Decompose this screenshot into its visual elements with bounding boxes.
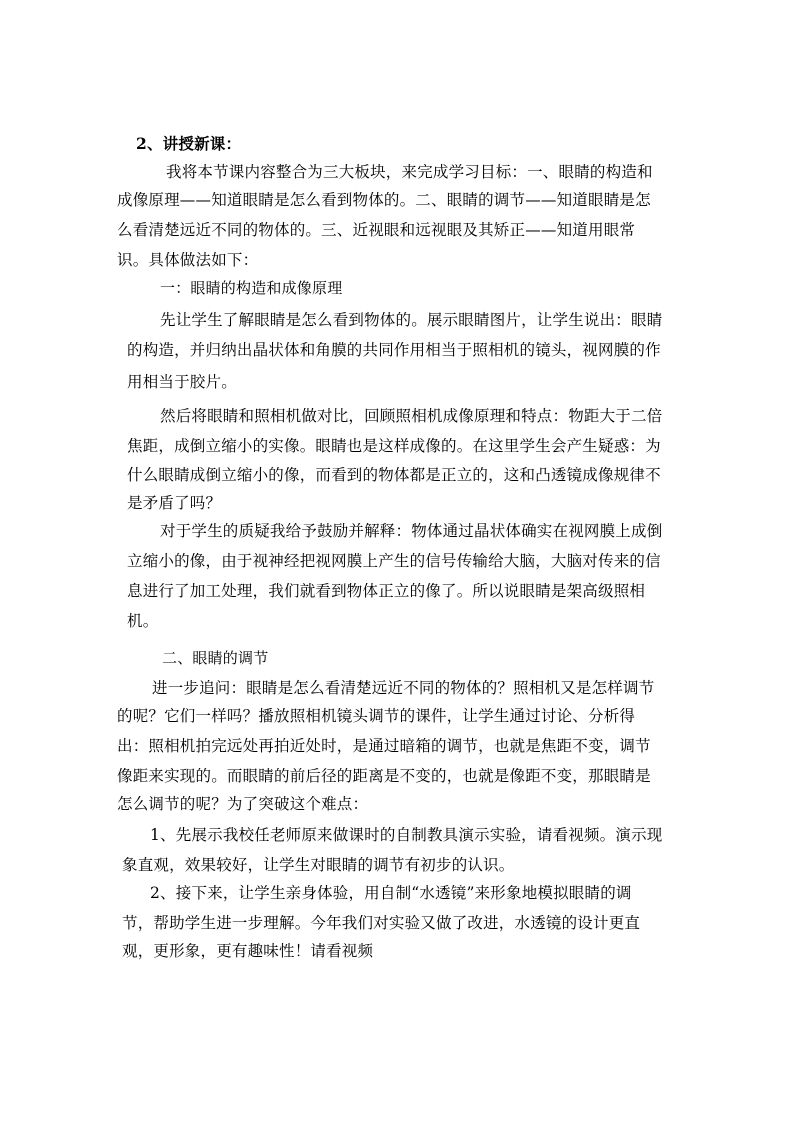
part1-p2-line-1: 然后将眼睛和照相机做对比，回顾照相机成像原理和特点：物距大于二倍 <box>160 407 663 425</box>
part2-p2-line-2: 象直观，效果较好，让学生对眼睛的调节有初步的认识。 <box>122 856 515 874</box>
part2-p1-line-4: 像距来实现的。而眼睛的前后径的距离是不变的，也就是像距不变，那眼睛是 <box>117 767 651 785</box>
intro-line-1: 我将本节课内容整合为三大板块，来完成学习目标：一、眼睛的构造和 <box>166 163 653 181</box>
part1-p2-line-2: 焦距，成倒立缩小的实像。眼睛也是这样成像的。在这里学生会产生疑惑：为 <box>127 437 661 455</box>
intro-line-3: 么看清楚远近不同的物体的。三、近视眼和远视眼及其矫正——知道用眼常 <box>117 221 636 239</box>
part2-p2-line-1: 1、先展示我校任老师原来做课时的自制教具演示实验，请看视频。演示现 <box>150 826 663 844</box>
part1-p1-line-1: 先让学生了解眼睛是怎么看到物体的。展示眼睛图片，让学生说出：眼睛 <box>160 311 663 329</box>
part2-heading: 二、眼睛的调节 <box>162 649 269 667</box>
part1-p1-line-3: 用相当于胶片。 <box>127 373 237 391</box>
intro-line-4: 识。具体做法如下： <box>117 251 259 269</box>
part2-p3-line-2: 节，帮助学生进一步理解。今年我们对实验又做了改进，水透镜的设计更直 <box>122 914 641 932</box>
part1-p3-line-2: 立缩小的像，由于视神经把视网膜上产生的信号传输给大脑，大脑对传来的信 <box>127 552 661 570</box>
part2-p1-line-3: 出：照相机拍完远处再拍近处时，是通过暗箱的调节，也就是焦距不变，调节 <box>117 737 651 755</box>
intro-line-2: 成像原理——知道眼睛是怎么看到物体的。二、眼睛的调节——知道眼睛是怎 <box>117 191 651 209</box>
part1-p3-line-4: 机。 <box>127 612 159 630</box>
part1-p3-line-1: 对于学生的质疑我给予鼓励并解释：物体通过晶状体确实在视网膜上成倒 <box>160 522 663 540</box>
part2-p3-line-3: 观，更形象，更有趣味性！请看视频 <box>122 942 374 960</box>
part1-heading: 一：眼睛的构造和成像原理 <box>160 279 343 297</box>
section-title: 2、讲授新课： <box>136 134 242 153</box>
part1-p2-line-3: 什么眼睛成倒立缩小的像，而看到的物体都是正立的，这和凸透镜成像规律不 <box>127 466 661 484</box>
part2-p1-line-2: 的呢？它们一样吗？播放照相机镜头调节的课件，让学生通过讨论、分析得 <box>117 707 636 725</box>
part2-p1-line-1: 进一步追问：眼睛是怎么看清楚远近不同的物体的？照相机又是怎样调节 <box>152 679 655 697</box>
part1-p1-line-2: 的构造，并归纳出晶状体和角膜的共同作用相当于照相机的镜头，视网膜的作 <box>127 341 661 359</box>
part1-p2-line-4: 是矛盾了吗？ <box>127 494 222 512</box>
part2-p1-line-5: 怎么调节的呢？为了突破这个难点： <box>117 795 369 813</box>
part1-p3-line-3: 息进行了加工处理，我们就看到物体正立的像了。所以说眼睛是架高级照相 <box>127 582 646 600</box>
part2-p3-line-1: 2、接下来，让学生亲身体验，用自制“水透镜”来形象地模拟眼睛的调 <box>150 884 632 902</box>
